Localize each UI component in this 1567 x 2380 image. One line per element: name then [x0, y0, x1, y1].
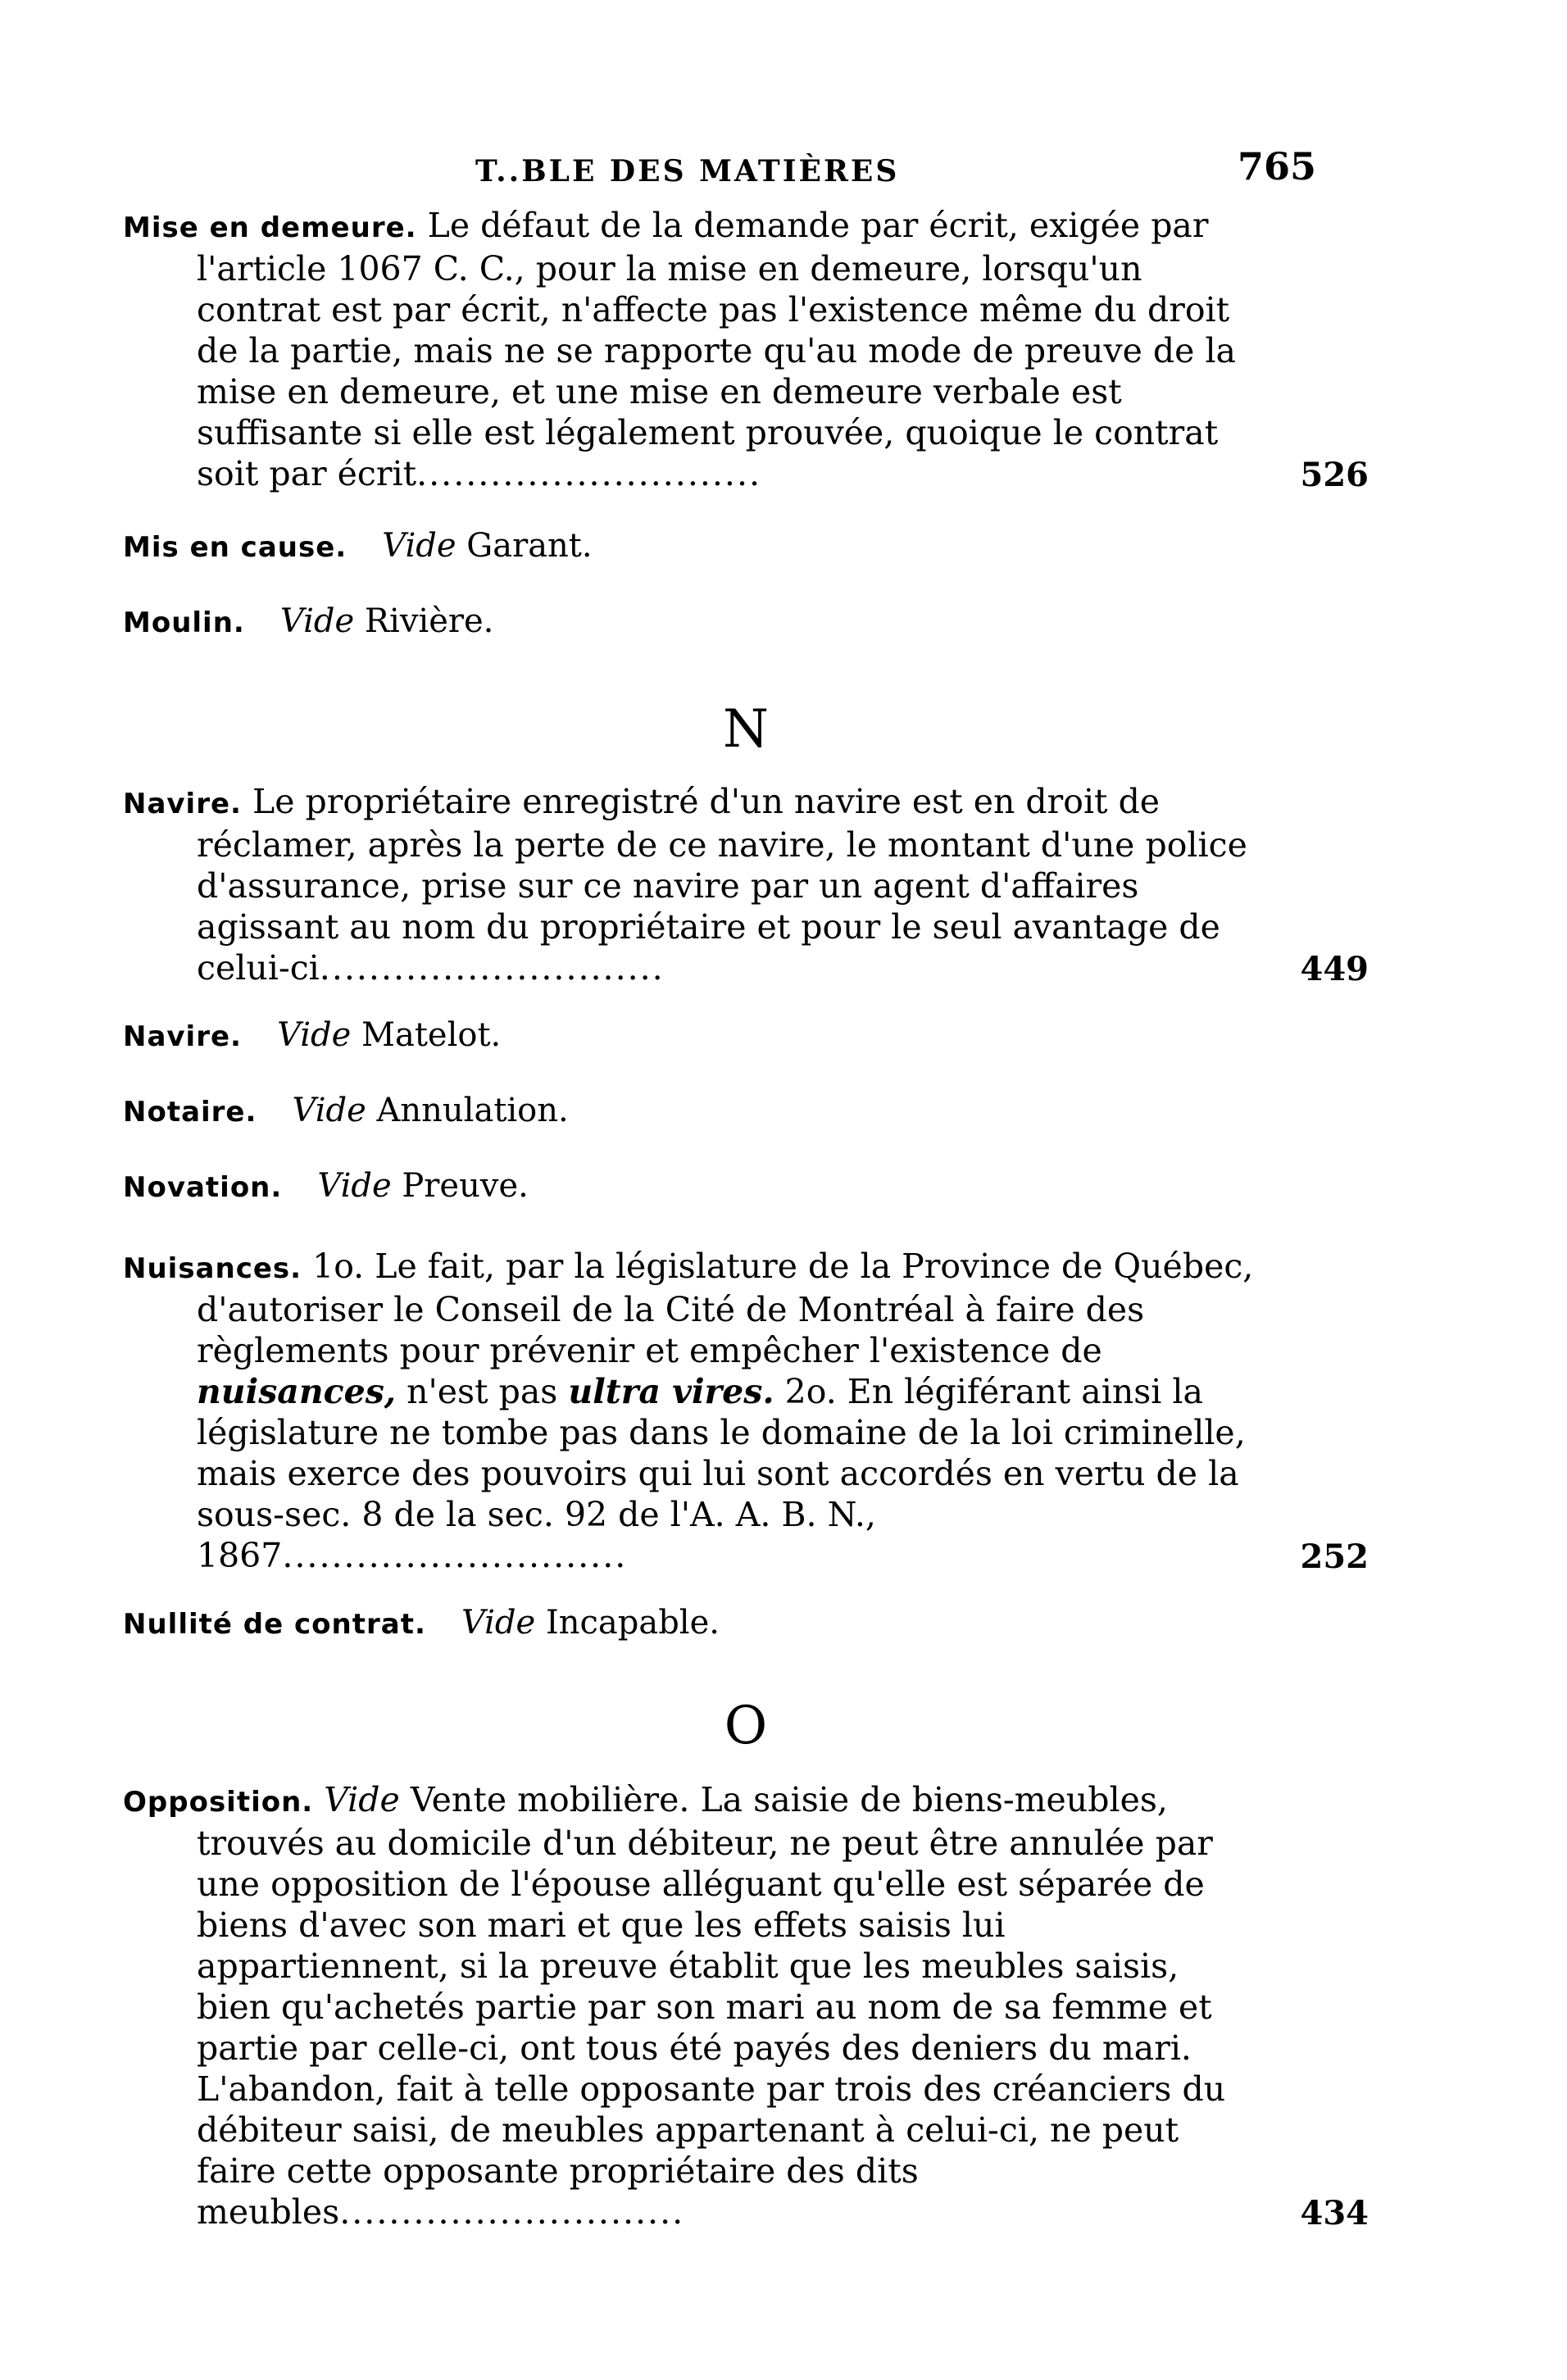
entry-headword: Nullité de contrat. — [123, 1608, 426, 1641]
index-entry — [123, 593, 1369, 650]
entry-headword: Navire. — [123, 788, 242, 820]
running-head — [0, 144, 1567, 203]
page-number: 765 — [1238, 144, 1317, 188]
index-entry — [123, 1246, 1369, 1576]
entry-page-ref: 449 — [1300, 950, 1369, 988]
index-entry — [123, 1157, 1369, 1215]
cross-reference: Garant. — [466, 527, 593, 565]
vide-label: Vide — [382, 527, 456, 565]
vide-label: Vide — [317, 1167, 392, 1205]
index-entry — [123, 1594, 1369, 1651]
entry-headword: Mis en cause. — [123, 531, 347, 564]
section-letter: O — [724, 1696, 768, 1756]
entry-headword: Mise en demeure. — [123, 211, 417, 244]
entry-headword: Novation. — [123, 1171, 283, 1204]
entry-page-ref: 526 — [1300, 456, 1369, 494]
entry-text: 2o. En légiférant ainsi la législature ne tombe pas dans le domaine de la loi criminelle, mais exerce des pouvoirs qui lui sont accordés en vertu de la sous-sec. 8 de la sec. 92 de l'A. A. B. N., 1867 — [197, 1372, 1246, 1575]
vide-label: Vide — [461, 1604, 536, 1642]
dot-leader: ............................ — [416, 454, 762, 493]
index-entry — [123, 1006, 1369, 1064]
cross-reference: Rivière. — [364, 602, 494, 640]
section-letter: N — [723, 699, 769, 760]
index-entry — [123, 205, 1369, 494]
index-entry — [123, 781, 1369, 988]
vide-label: Vide — [279, 602, 355, 640]
index-entry — [123, 1082, 1369, 1139]
index-entries — [123, 205, 1369, 2232]
dot-leader: ............................ — [319, 948, 665, 988]
entry-headword: Notaire. — [123, 1096, 257, 1129]
entry-text: Le défaut de la demande par écrit, exigée par l'article 1067 C. C., pour la mise en demeure, lorsqu'un contrat est par écrit, n'affecte pas l'existence même du droit de la partie, mais ne se rapporte qu'au mode de preuve de la mise en demeure, et une mise en demeure verbale est suffisante si elle est légalement prouvée, quoique le contrat soit par écrit — [197, 206, 1236, 493]
dot-leader: ............................ — [339, 2192, 685, 2232]
cross-reference: Matelot. — [361, 1016, 502, 1054]
entry-text: n'est pas — [407, 1372, 558, 1411]
entry-headword: Nuisances. — [123, 1252, 302, 1285]
vide-label: Vide — [277, 1016, 352, 1054]
entry-emphasis: nuisances, — [197, 1372, 397, 1411]
entry-text: 1o. Le fait, par la législature de la Province de Québec, d'autoriser le Conseil de la Cité de Montréal à faire des règlements pour prévenir et empêcher l'existence de — [197, 1247, 1254, 1370]
entry-headword: Moulin. — [123, 606, 245, 639]
entry-text: Vente mobilière. La saisie de biens-meubles, trouvés au domicile d'un débiteur, ne peut être annulée par une opposition de l'épouse alléguant qu'elle est séparée de biens d'avec son mari et que les effets saisis lui appartiennent, si la preuve établit que les meubles saisis, bien qu'achetés partie par son mari au nom de sa femme et partie par celle-ci, ont tous été payés des deniers du mari. L'abandon, fait à telle opposante par trois des créanciers du débiteur saisi, de meubles appartenant à celui-ci, ne peut faire cette opposante propriétaire des dits meubles — [197, 1780, 1226, 2232]
vide-label: Vide — [324, 1780, 400, 1819]
index-entry — [123, 517, 1369, 575]
dot-leader: ............................ — [282, 1536, 628, 1575]
cross-reference: Preuve. — [402, 1167, 529, 1205]
vide-label: Vide — [292, 1092, 366, 1129]
entry-text: Le propriétaire enregistré d'un navire est en droit de réclamer, après la perte de ce navire, le montant d'une police d'assurance, prise sur ce navire par un agent d'affaires agissant au nom du propriétaire et pour le seul avantage de celui-ci — [197, 782, 1247, 988]
running-title: T..BLE DES MATIÈRES — [475, 154, 900, 188]
entry-page-ref: 252 — [1300, 1537, 1369, 1576]
entry-emphasis: ultra vires. — [568, 1372, 774, 1411]
cross-reference: Annulation. — [376, 1092, 569, 1129]
entry-headword: Opposition. — [123, 1786, 314, 1819]
entry-page-ref: 434 — [1300, 2194, 1369, 2232]
entry-headword: Navire. — [123, 1020, 242, 1053]
cross-reference: Incapable. — [545, 1604, 720, 1642]
index-entry — [123, 1779, 1369, 2232]
